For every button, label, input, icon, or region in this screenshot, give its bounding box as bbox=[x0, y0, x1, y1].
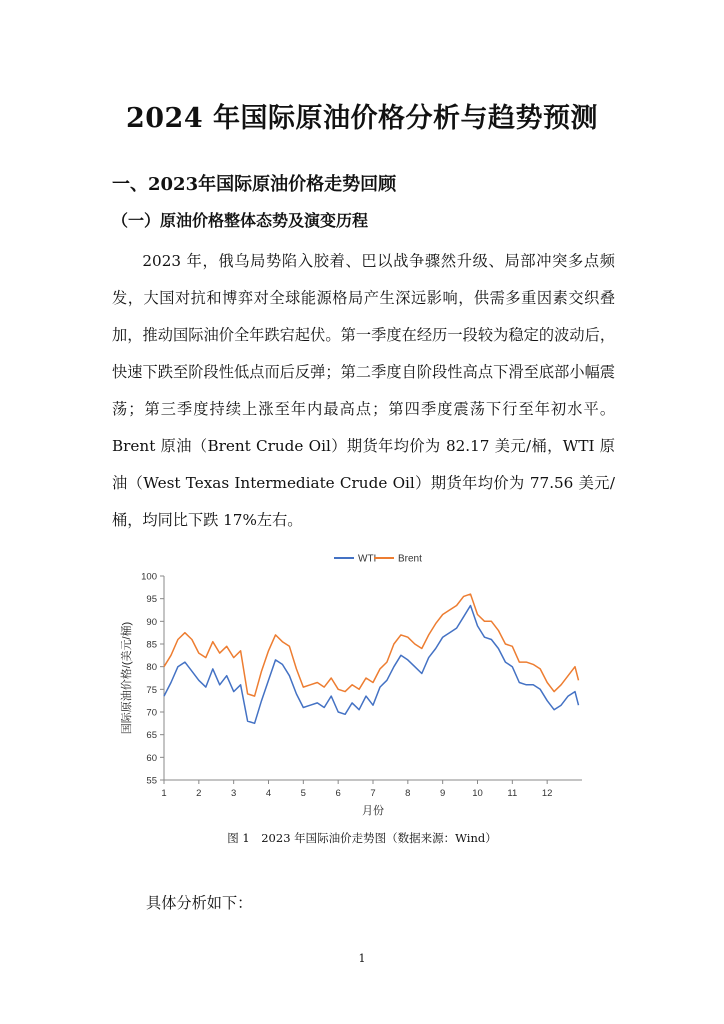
figure-caption: 图 1 2023 年国际油价走势图（数据来源：Wind） bbox=[227, 831, 497, 845]
y-tick-label: 95 bbox=[146, 594, 157, 606]
subsection-heading: （一）原油价格整体态势及演变历程 bbox=[112, 211, 369, 230]
y-tick-label: 80 bbox=[146, 662, 157, 674]
series-line-brent bbox=[164, 594, 579, 696]
y-tick-label: 75 bbox=[146, 684, 157, 696]
legend-label-brent: Brent bbox=[398, 553, 422, 565]
document-title: 2024 年国际原油价格分析与趋势预测 bbox=[125, 103, 599, 134]
body-paragraph: 2023 年，俄乌局势陷入胶着、巴以战争骤然升级、局部冲突多点频发，大国对抗和博弈对全球能源格局产生深远影响，供需多重因素交织叠加，推动国际油价全年跌宕起伏。第一季度在经历一段较为稳定的波动后，快速下跌至阶段性低点而后反弹；第二季度自阶段性高点下滑至底部小幅震荡；第三季度持续上涨至年内最高点；第四季度震荡下行至年初水平。Brent 原油（Brent Crude Oil）期货年均价为 82.17 美元/桶，WTI 原油（West Texas Intermediate Crude Oil）期货年均价为 77.56 美元/桶，均同比下跌 17%左右。 bbox=[112, 252, 615, 529]
x-tick-label: 6 bbox=[335, 788, 341, 799]
y-tick-label: 85 bbox=[146, 639, 157, 651]
page-number: 1 bbox=[358, 952, 366, 965]
intro-text: 具体分析如下： bbox=[146, 894, 253, 912]
y-tick-label: 55 bbox=[146, 775, 157, 787]
y-tick-label: 60 bbox=[146, 752, 157, 764]
oil-price-chart bbox=[112, 548, 612, 820]
y-axis-title: 国际原油价格/(美元/桶) bbox=[121, 621, 133, 735]
y-tick-label: 90 bbox=[146, 616, 157, 628]
x-tick-label: 3 bbox=[231, 788, 237, 799]
x-tick-label: 1 bbox=[161, 788, 167, 799]
y-tick-label: 70 bbox=[146, 707, 157, 719]
series-line-wti bbox=[164, 606, 579, 724]
x-tick-label: 4 bbox=[265, 788, 272, 799]
legend-label-wti: WTI bbox=[358, 553, 377, 565]
x-tick-label: 10 bbox=[472, 788, 483, 799]
x-tick-label: 5 bbox=[300, 788, 306, 799]
x-axis-title: 月份 bbox=[362, 805, 384, 817]
y-tick-label: 65 bbox=[146, 730, 157, 742]
x-tick-label: 2 bbox=[196, 788, 202, 799]
x-tick-label: 7 bbox=[370, 788, 376, 799]
x-tick-label: 11 bbox=[507, 788, 518, 799]
x-tick-label: 9 bbox=[440, 788, 446, 799]
x-tick-label: 12 bbox=[541, 788, 553, 799]
x-tick-label: 8 bbox=[405, 788, 411, 799]
y-tick-label: 100 bbox=[141, 571, 157, 583]
section-heading: 一、2023年国际原油价格走势回顾 bbox=[112, 174, 397, 195]
